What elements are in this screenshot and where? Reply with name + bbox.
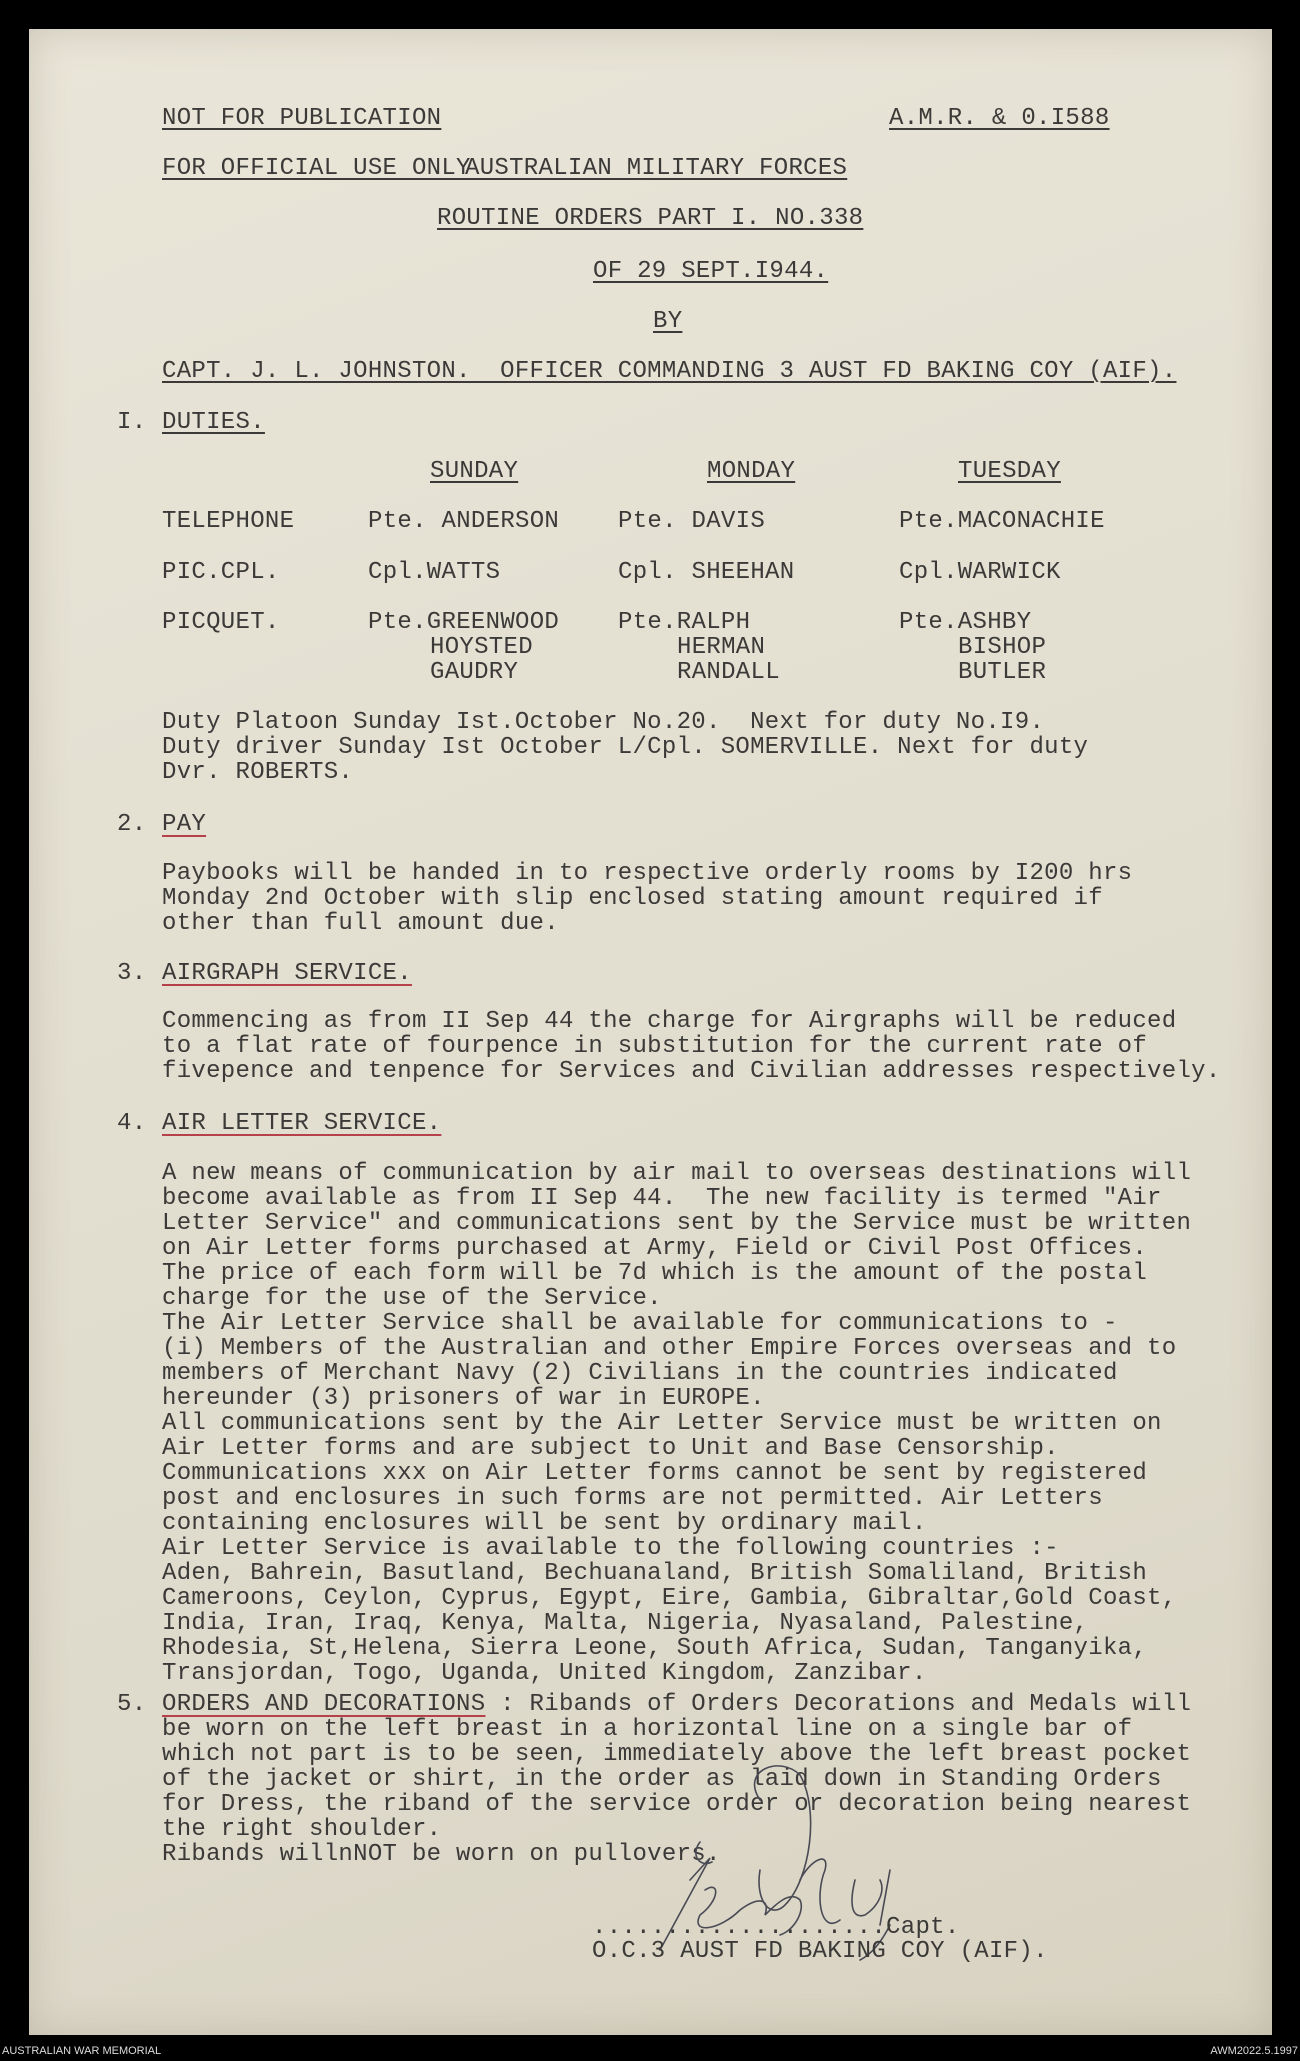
duty-cell: BUTLER <box>958 659 1047 686</box>
text-line: become available as from II Sep 44. The new facility is termed "Air <box>162 1185 1162 1212</box>
duty-cell: HERMAN <box>677 634 766 661</box>
section-heading-air-letter: AIR LETTER SERVICE. <box>162 1110 442 1137</box>
section-heading-pay: PAY <box>162 811 207 838</box>
text-line: members of Merchant Navy (2) Civilians in the countries indicated <box>162 1360 1118 1387</box>
footer-accession-number: AWM2022.5.1997 <box>1210 2045 1298 2057</box>
signature-line: ....................Capt. <box>592 1914 960 1941</box>
duty-cell: Pte. DAVIS <box>618 508 766 535</box>
section-number: 2. <box>117 811 147 838</box>
duty-role: TELEPHONE <box>162 508 295 535</box>
text-line: fivepence and tenpence for Services and Civilian addresses respectively. <box>162 1058 1221 1085</box>
text-line: to a flat rate of fourpence in substitution for the current rate of <box>162 1033 1148 1060</box>
text-line: Duty driver Sunday Ist October L/Cpl. SOMERVILLE. Next for duty <box>162 734 1089 761</box>
text-line: of the jacket or shirt, in the order as laid down in Standing Orders <box>162 1766 1162 1793</box>
duty-cell: Pte. ANDERSON <box>368 508 560 535</box>
text-line: on Air Letter forms purchased at Army, Field or Civil Post Offices. <box>162 1235 1148 1262</box>
text-line: Paybooks will be handed in to respective orderly rooms by I200 hrs <box>162 860 1133 887</box>
duty-cell: Pte.RALPH <box>618 609 751 636</box>
text-line: charge for the use of the Service. <box>162 1285 662 1312</box>
section-number: 4. <box>117 1110 147 1137</box>
text-line: containing enclosures will be sent by ordinary mail. <box>162 1510 927 1537</box>
duty-cell: Pte.MACONACHIE <box>899 508 1105 535</box>
section-number: 3. <box>117 960 147 987</box>
duty-cell: Cpl. SHEEHAN <box>618 559 795 586</box>
text-line: The Air Letter Service shall be available for communications to - <box>162 1310 1118 1337</box>
text-line: Commencing as from II Sep 44 the charge for Airgraphs will be reduced <box>162 1008 1177 1035</box>
day-header-sunday: SUNDAY <box>430 458 519 485</box>
duty-cell: BISHOP <box>958 634 1047 661</box>
signatory-unit: O.C.3 AUST FD BAKING COY (AIF). <box>592 1938 1048 1965</box>
text-line: Rhodesia, St,Helena, Sierra Leone, South Africa, Sudan, Tanganyika, <box>162 1635 1148 1662</box>
official-use-label: FOR OFFICIAL USE ONLY <box>162 155 471 182</box>
text-line: Air Letter forms and are subject to Unit and Base Censorship. <box>162 1435 1059 1462</box>
signature-loop <box>755 1766 811 1910</box>
reference-number: A.M.R. & 0.I588 <box>889 105 1110 132</box>
duty-cell: Cpl.WATTS <box>368 559 501 586</box>
duty-cell: Pte.ASHBY <box>899 609 1032 636</box>
text-line: Duty Platoon Sunday Ist.October No.20. Next for duty No.I9. <box>162 709 1045 736</box>
text-line: The price of each form will be 7d which is the amount of the postal <box>162 1260 1148 1287</box>
text-line: the right shoulder. <box>162 1816 442 1843</box>
text-line: for Dress, the riband of the service order or decoration being nearest <box>162 1791 1192 1818</box>
text-line: India, Iran, Iraq, Kenya, Malta, Nigeria, Nyasaland, Palestine, <box>162 1610 1089 1637</box>
forces-label: AUSTRALIAN MILITARY FORCES <box>465 155 848 182</box>
text-line: Air Letter Service is available to the following countries :- <box>162 1535 1059 1562</box>
text-line: Aden, Bahrein, Basutland, Bechuanaland, British Somaliland, British <box>162 1560 1148 1587</box>
text-line: (i) Members of the Australian and other Empire Forces overseas and to <box>162 1335 1177 1362</box>
text-line: Communications xxx on Air Letter forms cannot be sent by registered <box>162 1460 1148 1487</box>
footer-institution: AUSTRALIAN WAR MEMORIAL <box>2 2045 162 2057</box>
text-line: hereunder (3) prisoners of war in EUROPE. <box>162 1385 765 1412</box>
duty-cell: RANDALL <box>677 659 780 686</box>
duty-cell: Cpl.WARWICK <box>899 559 1061 586</box>
text-line: Letter Service" and communications sent by the Service must be written <box>162 1210 1192 1237</box>
section-number: I. <box>117 409 147 436</box>
issuer-line: CAPT. J. L. JOHNSTON. OFFICER COMMANDING 3 AUST FD BAKING COY (AIF). <box>162 358 1177 385</box>
text-line: be worn on the left breast in a horizontal line on a single bar of <box>162 1716 1133 1743</box>
text-line: other than full amount due. <box>162 910 559 937</box>
by-label: BY <box>653 308 683 335</box>
text-line: Monday 2nd October with slip enclosed stating amount required if <box>162 885 1103 912</box>
duty-role: PICQUET. <box>162 609 280 636</box>
text-line: Ribands willnNOT be worn on pullovers. <box>162 1841 721 1868</box>
text-line: Transjordan, Togo, Uganda, United Kingdom, Zanzibar. <box>162 1660 927 1687</box>
day-header-monday: MONDAY <box>707 458 796 485</box>
duty-cell: HOYSTED <box>430 634 533 661</box>
duty-cell: Pte.GREENWOOD <box>368 609 560 636</box>
duty-role: PIC.CPL. <box>162 559 280 586</box>
section-heading-duties: DUTIES. <box>162 409 265 436</box>
page-title: ROUTINE ORDERS PART I. NO.338 <box>437 205 864 232</box>
text-line: post and enclosures in such forms are not permitted. Air Letters <box>162 1485 1103 1512</box>
duty-cell: GAUDRY <box>430 659 519 686</box>
text-line: which not part is to be seen, immediately above the left breast pocket <box>162 1741 1192 1768</box>
text-line: Dvr. ROBERTS. <box>162 759 354 786</box>
orders-first-line-text: : Ribands of Orders Decorations and Medals will <box>485 1691 1192 1718</box>
day-header-tuesday: TUESDAY <box>958 458 1061 485</box>
not-for-publication: NOT FOR PUBLICATION <box>162 105 442 132</box>
section-heading-airgraph: AIRGRAPH SERVICE. <box>162 960 412 987</box>
section-number: 5. <box>117 1691 147 1718</box>
section-heading-orders: ORDERS AND DECORATIONS <box>162 1691 486 1718</box>
order-date: OF 29 SEPT.I944. <box>593 258 829 285</box>
text-line: All communications sent by the Air Letter Service must be written on <box>162 1410 1162 1437</box>
text-line: A new means of communication by air mail to overseas destinations will <box>162 1160 1192 1187</box>
text-line: Cameroons, Ceylon, Cyprus, Egypt, Eire, Gambia, Gibraltar,Gold Coast, <box>162 1585 1177 1612</box>
